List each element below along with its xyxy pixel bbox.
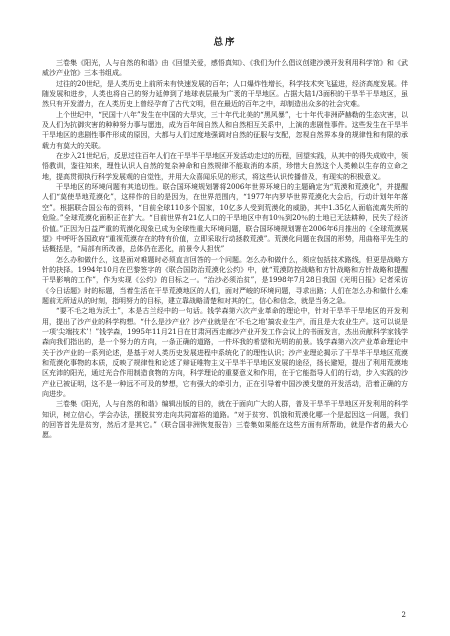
paragraph: 上个世纪中，“民国十八年”发生在中国的大旱灾，三十年代北美的“黑风暴”，七十年代非洲萨赫勒的生态灾害，以及人们为抗御灾害的种种努力事与愿违，成为百年间自然人和自然相互关系中，上演的悲剧性事件。这些发生在干旱半干旱地区的悲剧性事件形成的原因，大都与人们过度地强调对自然的征服与支配，忽视自然界本身的规律性和有限的承载力有莫大的关联。 bbox=[42, 110, 408, 150]
paragraph: 三卷集《阳光，人与自然的和谐》编辑出版的目的，就在于面向广大的人群，普及干旱半干旱地区开发利用的科学知识，树立信心，学会办法，摆脱贫穷走向共同富裕的道路。“对于贫穷、饥饿和荒漠化哪一个是起因这一问题，我们的回答首先是贫穷，然后才是其它。”（联合国非洲恢复报告）三卷集如果能在这些方面有所帮助，就是作者的最大心愿。 bbox=[42, 400, 408, 440]
page-number: 2 bbox=[401, 611, 406, 619]
paragraph: “要不毛之地为沃土”，本是古兰经中的一句话。钱学森第六次产业革命的理论中，针对干旱半干旱地区的开发利用，提出了沙产业的科学构想。“什么是沙产业？沙产业就是在‘不毛之地’搞农业生产，而且是大农业生产。这可以说是一项‘尖端技术’！”钱学森，1995年11月21日在甘肃河西走廊沙产业开发工作会议上的书面发言，杰出贡献科学家钱学森向我们指出的，是一个努力的方向，一条正确的道路，一件坏我的希望和光明的前景。钱学森第六次产业革命理论中关于沙产业的一系列论述，是基于对人类历史发展进程中系统化了的理性认识；沙产业理论揭示了干旱半干旱地区荒漠和荒漠化事物的本质，反映了规律性和论述了辩证唯物主义干旱半干旱地区发展的途径，扬长避短，提出了利用荒漠地区充沛的阳光，通过光合作用制造食物的方向，科学理论的重要意义和作用，在于它能指导人们的行动，步入实践的沙产业已被证明，这不是一种远不可及的梦想，它有强大的牵引力，正在引导着中国沙漠戈壁的开发活动，沿着正确的方向进步。 bbox=[42, 307, 408, 398]
paragraph: 怎么办和做什么，这是面对难题时必须直言回答的一个问题。怎么办和做什么，须应包括技术路线，但更是战略方针的抉择。1994年10月在巴黎签字的《联合国防治荒漠化公约》中，就“荒漠防控战略和方针战略和方针战略和提醒干旱影响的工作”，作为实现《公约》的目标之一。“治沙必须治贫”，是1998年7月28日我国《光明日报》记者采访《今日话题》时的标题，当着生活在干旱荒漠地区的人们，面对严峻的环境问题，寻求出路；人们在怎么办和做什么难题前无所适从的时刻，指明努力的目标，建立靠战略清楚和对其的仁，信心和信念，就是当务之急。 bbox=[42, 255, 408, 305]
page-title: 总序 bbox=[213, 37, 237, 48]
paragraph: 在步入21世纪后，反思过往百年人们在干旱半干旱地区开发活动走过的历程，回望实践，从其中的得失成败中，领悟教训，鉴往知来，理性认识人自然的复杂神命和自然规律不能取消的本质，珍惜大自然这个人类赖以生存的立命之地，提高贯彻执行科学发展观的自觉性，并用大众喜闻乐见的形式，将这些认识传播普及，有现实的积极意义。 bbox=[42, 152, 408, 181]
body-text bbox=[42, 58, 408, 441]
paragraph: 过往的20世纪，是人类历史上前所未有快速发展的百年；人口爆炸性增长，科学技术突飞猛进，经济高度发展。伴随发展和进步，人类也将自己的努力延伸到了地球表层最为广袤的干旱地区。占据大陆1/3面积的干旱半干旱地区，虽然只有开发潜力，在人类历史上曾经孕育了古代文明，但在最近的百年之中，却制造出众多的社会灾难。 bbox=[42, 79, 408, 109]
paragraph: 三卷集《阳光，人与自然的和谐》由《回望关爱，感悟真知》、《我们为什么倡议创建沙漠开发利用科学馆》和《武威沙产业馆》三本书组成。 bbox=[42, 59, 408, 78]
paragraph: 干旱地区的环境问题有其追切性。联合国环境规划署将2006年世界环境日的主题确定为“荒漠和荒漠化”，并提醒人们“莫使旱地荒漠化”，这样作的目的是因为，在世界范围内，“1977年内罗毕世界荒漠化大会后，行动计划年年落空”。根据联合国公布的资料，“目前全球110多个国家，10亿多人受到荒漠化的威胁，其中1.35亿人面临流离失所的危险。”全球荒漠化面积正在扩大。“目前世界有21亿人口的干旱地区中有10％到20％的土地已无法耕种，民失了经济价值。”正因为日益严重的荒漠化现象已成为全球性重大环境问题，联合国环境规划署在2006年6月推出的《全球荒漠展望》中呼吁各国政府“重视荒漠存在的特有价值，立即采取行动拯救荒漠”。荒漠化问题在我国的形势，用曲格平先生的话概括是，“局部有所改善，总体仍在恶化，前景令人担忧” bbox=[42, 183, 408, 254]
